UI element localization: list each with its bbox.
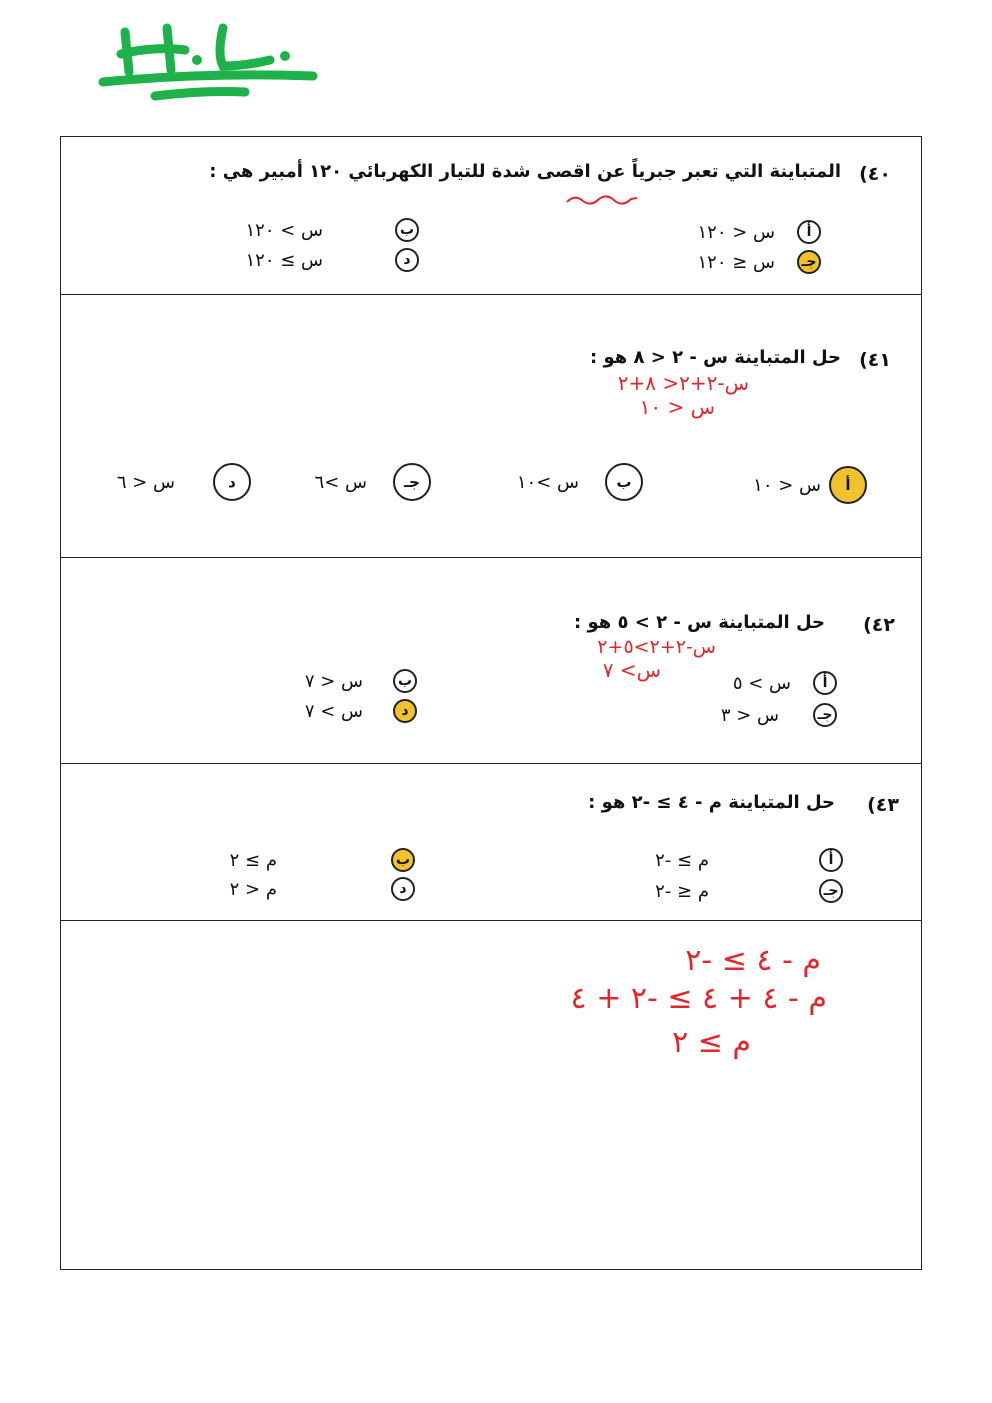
option-text: م ≤ -٢ (655, 880, 709, 902)
option-b[interactable] (230, 848, 415, 872)
handwritten-work-line: س-٢+٢< ٨+٢ (617, 371, 749, 395)
option-d[interactable] (117, 463, 251, 501)
option-text: س >١٠ (516, 471, 579, 493)
question-number: ٤٠) (859, 163, 891, 185)
question-43 (61, 764, 921, 921)
question-number: ٤١) (859, 349, 891, 371)
option-letter: ب (395, 218, 419, 242)
option-letter: جـ (819, 879, 843, 903)
option-text: م ≥ ٢ (229, 849, 277, 871)
option-c[interactable] (655, 879, 843, 903)
option-text: س < ١٠ (753, 474, 821, 496)
handwritten-work-line: س-٢+٢>٥+٢ (597, 636, 716, 658)
option-letter: د (393, 699, 417, 723)
initials-signature (95, 10, 335, 110)
handwritten-work-line: م - ٤ + ٤ ≥ -٢ + ٤ (570, 981, 827, 1016)
question-text: المتباينة التي تعبر جبرياً عن اقصى شدة للتيار الكهربائي ١٢٠ أمبير هي : (209, 161, 841, 182)
option-letter: أ (819, 848, 843, 872)
option-letter: جـ (813, 703, 837, 727)
option-d[interactable] (230, 877, 415, 901)
question-number: ٤٢) (863, 614, 895, 636)
option-text: س ≤ ١٢٠ (697, 251, 775, 273)
option-letter: ب (605, 463, 643, 501)
underline-squiggle (565, 192, 639, 208)
option-a[interactable] (733, 671, 837, 695)
option-text: س < ٦ (116, 471, 175, 493)
handwritten-work-line: م ≥ ٢ (672, 1025, 751, 1060)
exam-frame (60, 136, 922, 1270)
question-number: ٤٣) (867, 794, 899, 816)
option-text: س > ١٢٠ (245, 219, 323, 241)
option-b[interactable] (245, 218, 419, 242)
option-letter: د (395, 248, 419, 272)
option-letter: د (213, 463, 251, 501)
handwritten-work-line: س < ١٠ (639, 395, 715, 419)
option-text: س >٦ (314, 471, 367, 493)
question-41 (61, 295, 921, 558)
option-a[interactable] (655, 848, 843, 872)
option-letter: جـ (797, 250, 821, 274)
option-text: م ≥ -٢ (655, 849, 709, 871)
question-40 (61, 137, 921, 295)
option-letter: أ (797, 220, 821, 244)
question-42 (61, 558, 921, 764)
option-c[interactable] (721, 703, 837, 727)
option-letter: د (391, 877, 415, 901)
option-letter: أ (829, 466, 867, 504)
scratch-work-area (61, 921, 921, 1269)
handwritten-work-line: س> ٧ (602, 658, 661, 682)
option-text: س < ٧ (304, 670, 363, 692)
option-text: س ≥ ١٢٠ (245, 249, 323, 271)
option-text: س < ٣ (720, 704, 779, 726)
option-letter: أ (813, 671, 837, 695)
option-b[interactable] (517, 463, 643, 501)
handwritten-work-line: م - ٤ ≥ -٢ (685, 943, 821, 978)
option-d[interactable] (245, 248, 419, 272)
question-text: حل المتباينة س - ٢ > ٥ هو : (573, 612, 825, 633)
option-a[interactable] (697, 220, 821, 244)
option-d[interactable] (305, 699, 417, 723)
option-text: س > ٧ (304, 700, 363, 722)
option-a[interactable] (753, 466, 867, 504)
option-text: م < ٢ (229, 878, 277, 900)
question-text: حل المتباينة م - ٤ ≥ -٢ هو : (588, 792, 835, 813)
option-letter: جـ (393, 463, 431, 501)
option-letter: ب (393, 669, 417, 693)
option-text: س < ١٢٠ (697, 221, 775, 243)
option-c[interactable] (697, 250, 821, 274)
option-letter: ب (391, 848, 415, 872)
option-text: س > ٥ (732, 672, 791, 694)
option-b[interactable] (305, 669, 417, 693)
option-c[interactable] (315, 463, 431, 501)
question-text: حل المتباينة س - ٢ < ٨ هو : (589, 347, 841, 368)
